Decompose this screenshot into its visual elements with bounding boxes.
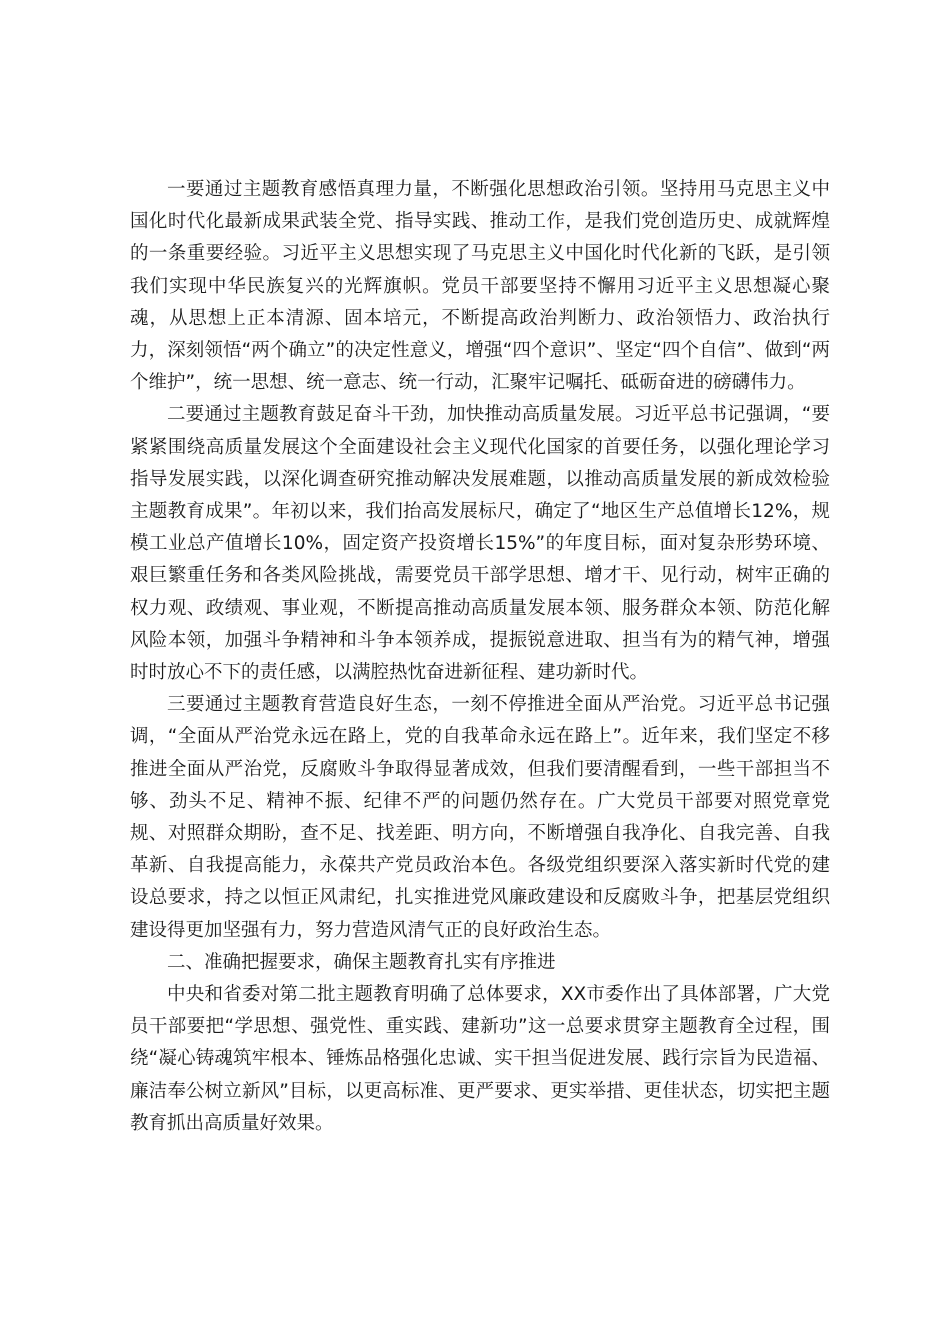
paragraph-2-lead: 二要通过主题教育鼓足奋斗干劲，加快推动高质量发展。 <box>167 404 634 426</box>
paragraph-1-body: 坚持用马克思主义中国化时代化最新成果武装全党、指导实践、推动工作，是我们党创造历史、成就辉煌的一条重要经验。习近平主义思想实现了马克思主义中国化时代化新的飞跃，是引领我们实现中华民族复兴的光辉旗帜。党员干部要坚持不懈用习近平主义思想凝心聚魂，从思想上正本清源、固本培元，不断提高政治判断力、政治领悟力、政治执行力，深刻领悟“两个确立”的决定性意义，增强“四个意识”、坚定“四个自信”、做到“两个维护”，统一思想、统一意志、统一行动，汇聚牢记嘱托、砥砺奋进的磅礴伟力。 <box>130 179 830 394</box>
document-body <box>130 174 830 1140</box>
paragraph-2 <box>130 399 830 689</box>
paragraph-1 <box>130 174 830 399</box>
closing-paragraph: 中央和省委对第二批主题教育明确了总体要求，XX市委作出了具体部署，广大党员干部要把“学思想、强党性、重实践、建新功”这一总要求贯穿主题教育全过程，围绕“凝心铸魂筑牢根本、锤炼品格强化忠诚、实干担当促进发展、践行宗旨为民造福、廉洁奉公树立新风”目标，以更高标准、更严要求、更实举措、更佳状态，切实把主题教育抓出高质量好效果。 <box>130 984 830 1134</box>
paragraph-3 <box>130 689 830 947</box>
section-heading: 二、准确把握要求，确保主题教育扎实有序推进 <box>167 951 556 973</box>
paragraph-3-lead: 三要通过主题教育营造良好生态，一刻不停推进全面从严治党。 <box>167 694 698 716</box>
paragraph-1-lead: 一要通过主题教育感悟真理力量，不断强化思想政治引领。 <box>167 179 660 200</box>
paragraph-3-body: 习近平总书记强调，“全面从严治党永远在路上，党的自我革命永远在路上”。近年来，我们坚定不移推进全面从严治党，反腐败斗争取得显著成效，但我们要清醒看到，一些干部担当不够、劲头不足、精神不振、纪律不严的问题仍然存在。广大党员干部要对照党章党规、对照群众期盼，查不足、找差距、明方向，不断增强自我净化、自我完善、自我革新、自我提高能力，永葆共产党员政治本色。各级党组织要深入落实新时代党的建设总要求，持之以恒正风肃纪，扎实推进党风廉政建设和反腐败斗争，把基层党组织建设得更加坚强有力，努力营造风清气正的良好政治生态。 <box>130 694 830 941</box>
paragraph-2-body: 习近平总书记强调，“要紧紧围绕高质量发展这个全面建设社会主义现代化国家的首要任务，以强化理论学习指导发展实践，以深化调查研究推动解决发展难题，以推动高质量发展的新成效检验主题教育成果”。年初以来，我们抬高发展标尺，确定了“地区生产总值增长12%，规模工业总产值增长10%，固定资产投资增长15%”的年度目标，面对复杂形势环境、艰巨繁重任务和各类风险挑战，需要党员干部学思想、增才干、见行动，树牢正确的权力观、政绩观、事业观，不断提高推动高质量发展本领、服务群众本领、防范化解风险本领，加强斗争精神和斗争本领养成，提振锐意进取、担当有为的精气神，增强时时放心不下的责任感，以满腔热忱奋进新征程、建功新时代。 <box>130 404 830 684</box>
